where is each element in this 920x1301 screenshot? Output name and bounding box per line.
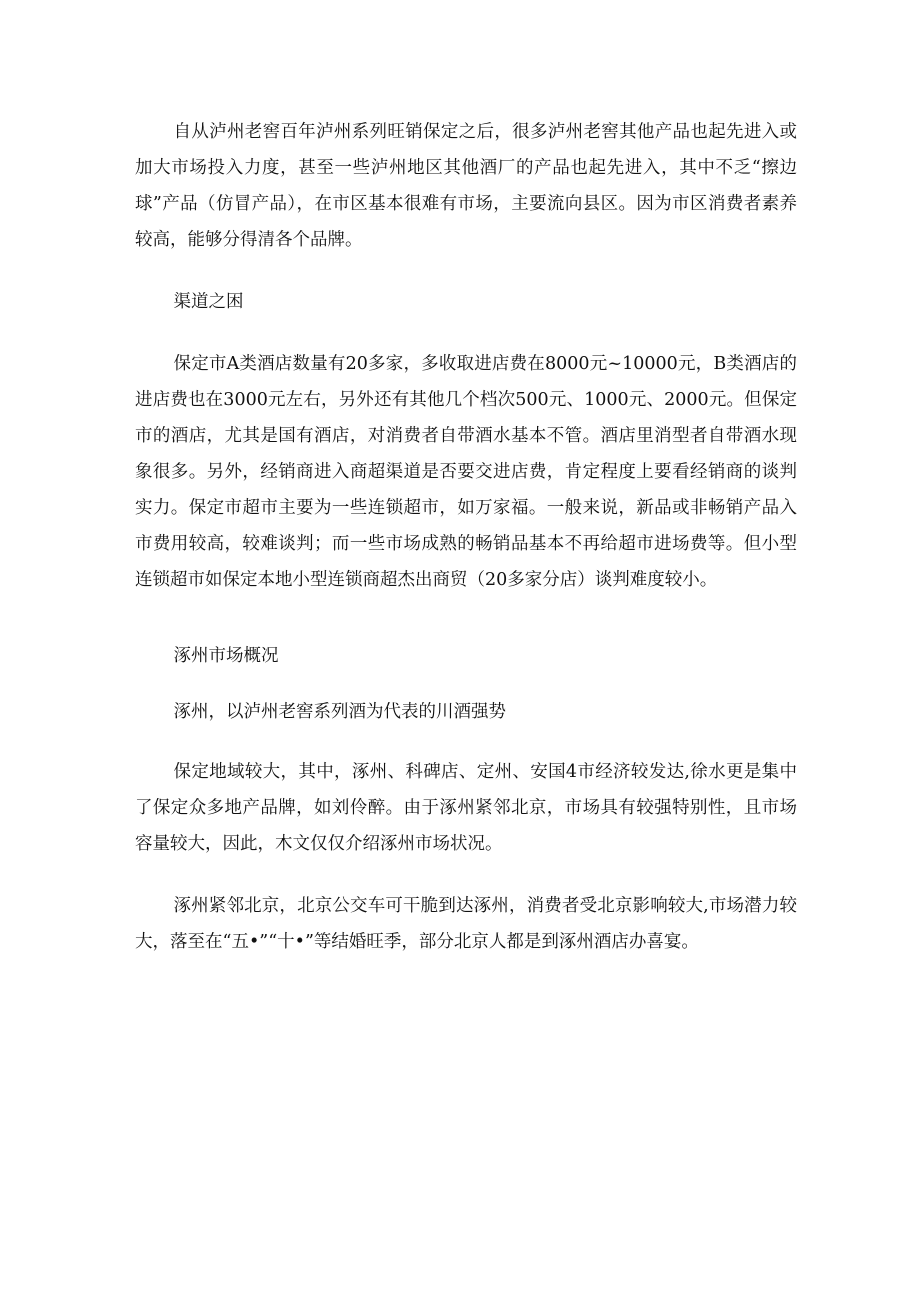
section-heading-zhuozhou: 涿州市场概况 [173,646,279,666]
subheading-zhuozhou-sichuan-liquor: 涿州，以泸州老窖系列酒为代表的川酒强势 [173,702,506,722]
document-body [135,114,797,960]
paragraph-channel-fees: 保定市A类酒店数量有20多家，多收取进店费在8000元~10000元，B类酒店的进店费也在3000元左右，另外还有其他几个档次500元、1000元、2000元。但保定市的酒店，尤其是国有酒店，对消费者自带酒水基本不管。酒店里消型者自带酒水现象很多。另外，经销商进入商超渠道是否要交进店费，肯定程度上要看经销商的谈判实力。保定市超市主要为一些连锁超市，如万家福。一般来说，新品或非畅销产品入市费用较高，较难谈判；而一些市场成熟的畅销品基本不再给超市进场费等。但小型连锁超市如保定本地小型连锁商超杰出商贸（20多家分店）谈判难度较小。 [135,354,797,590]
paragraph-market-entry: 自从泸州老窖百年泸州系列旺销保定之后，很多泸州老窖其他产品也起先进入或加大市场投入力度，甚至一些泸州地区其他酒厂的产品也起先进入，其中不乏“擦边球”产品（仿冒产品），在市区基本很难有市场，主要流向县区。因为市区消费者素养较高，能够分得清各个品牌。 [135,122,797,250]
paragraph-zhuozhou-beijing: 涿州紧邻北京，北京公交车可干脆到达涿州，消费者受北京影响较大,市场潜力较大，落至在“五•”“十•”等结婚旺季，部分北京人都是到涿州酒店办喜宴。 [135,896,797,952]
paragraph-baoding-region: 保定地域较大，其中，涿州、科碑店、定州、安国4市经济较发达,徐水更是集中了保定众多地产品牌，如刘伶醉。由于涿州紧邻北京，市场具有较强特别性，且市场容量较大，因此，木文仅仅介绍涿州市场状况。 [135,762,797,854]
section-heading-channel: 渠道之困 [173,292,244,312]
